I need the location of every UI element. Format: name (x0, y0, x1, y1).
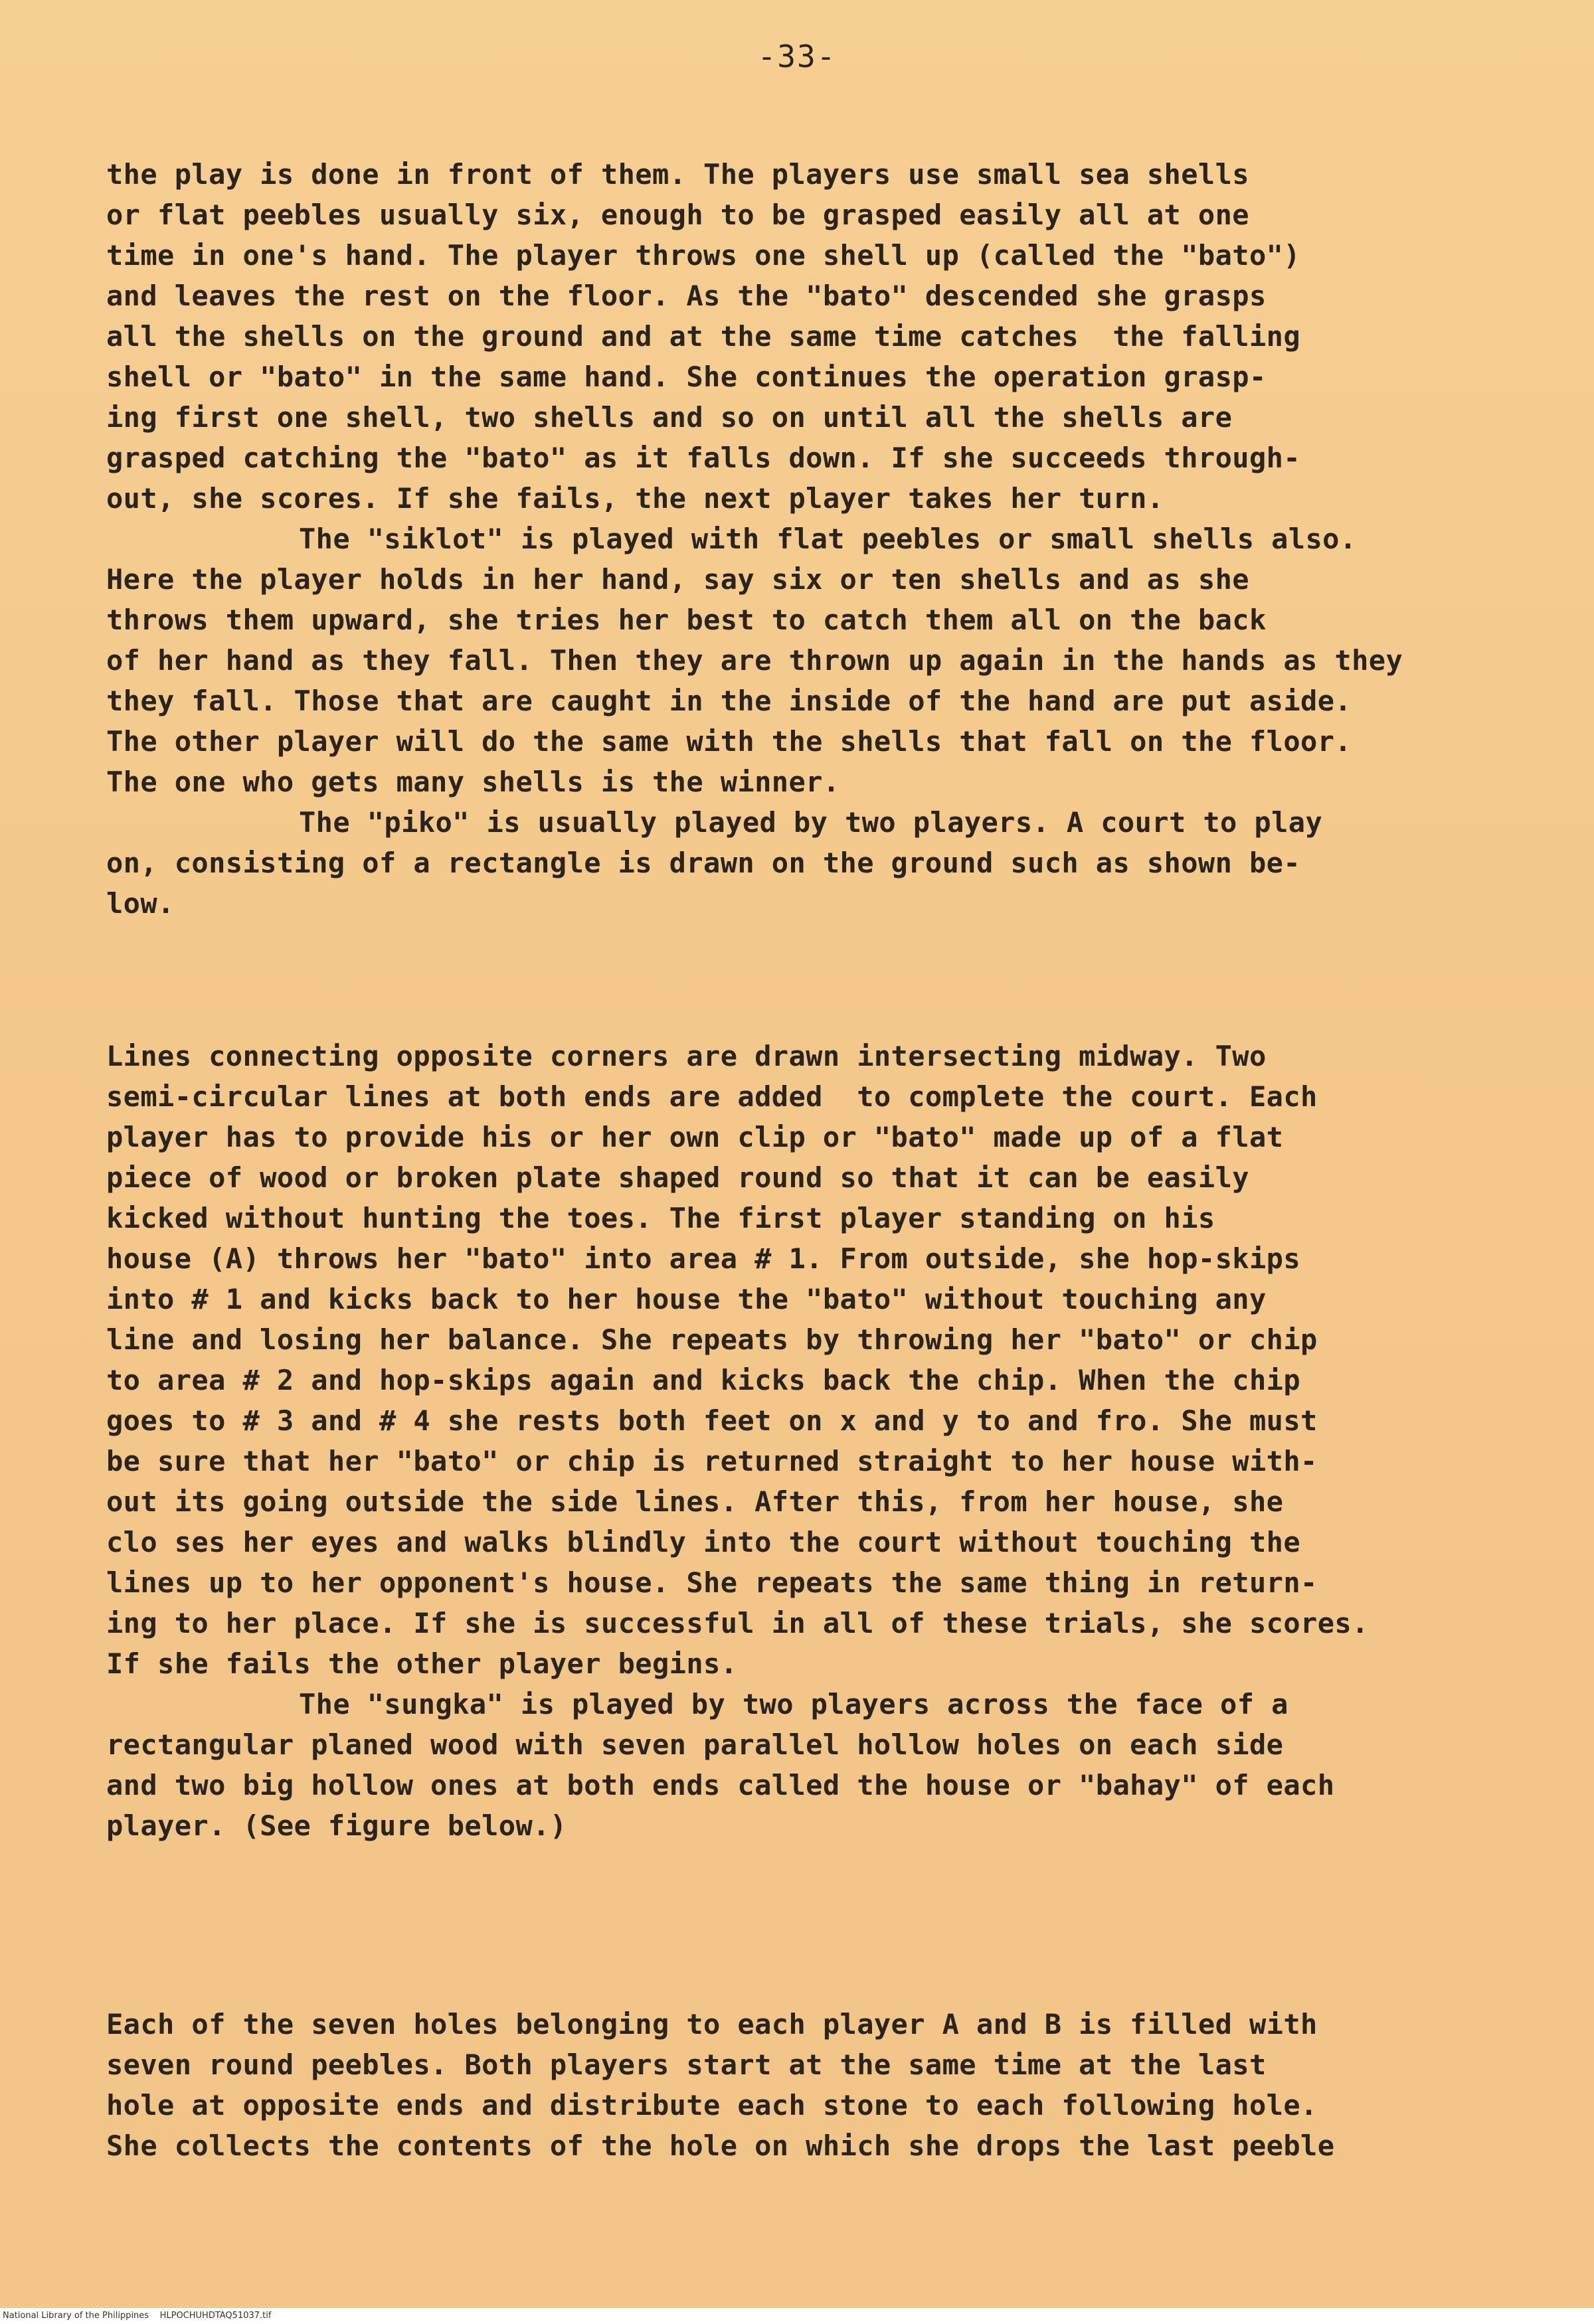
text-line: throws them upward, she tries her best to catch them all on the back (106, 604, 1267, 636)
text-line: seven round peebles. Both players start at the same time at the last (106, 2048, 1267, 2081)
text-line: clo ses her eyes and walks blindly into the court without touching the (106, 1526, 1301, 1558)
text-block-piko (106, 1036, 1554, 1846)
text-block-sungka (106, 2004, 1554, 2166)
text-line: into # 1 and kicks back to her house the "bato" without touching any (106, 1283, 1267, 1315)
text-line: rectangular planed wood with seven parallel hollow holes on each side (106, 1728, 1284, 1761)
text-line: The "piko" is usually played by two players. A court to play (299, 806, 1323, 839)
text-line: piece of wood or broken plate shaped round so that it can be easily (106, 1161, 1249, 1194)
text-line: of her hand as they fall. Then they are thrown up again in the hands as they (106, 644, 1403, 677)
text-line: Each of the seven holes belonging to each player A and B is filled with (106, 2008, 1318, 2040)
archive-footer: National Library of the Philippines HLPOCHUHDTAQ51037.tif (0, 2308, 1594, 2324)
text-block-games (106, 154, 1554, 924)
text-line: or flat peebles usually six, enough to be grasped easily all at one (106, 199, 1249, 231)
page-number: -33- (757, 39, 837, 74)
text-line: semi-circular lines at both ends are added to complete the court. Each (106, 1080, 1318, 1113)
text-line: low. (106, 887, 175, 920)
text-line: line and losing her balance. She repeats by throwing her "bato" or chip (106, 1323, 1318, 1356)
text-line: The "siklot" is played with flat peebles or small shells also. (299, 523, 1357, 555)
text-line: ing to her place. If she is successful in all of these trials, she scores. (106, 1607, 1369, 1639)
text-line: and two big hollow ones at both ends called the house or "bahay" of each (106, 1769, 1335, 1801)
piko-court-figure-space (106, 930, 1514, 1036)
text-line: goes to # 3 and # 4 she rests both feet on x and y to and fro. She must (106, 1404, 1318, 1437)
text-line: shell or "bato" in the same hand. She continues the operation grasp- (106, 361, 1267, 393)
text-line: all the shells on the ground and at the same time catches the falling (106, 320, 1301, 353)
text-line: they fall. Those that are caught in the inside of the hand are put aside. (106, 685, 1352, 717)
text-line: If she fails the other player begins. (106, 1647, 738, 1680)
text-line: to area # 2 and hop-skips again and kicks back the chip. When the chip (106, 1364, 1301, 1396)
text-line: house (A) throws her "bato" into area # 1. From outside, she hop-skips (106, 1242, 1301, 1275)
text-line: hole at opposite ends and distribute each stone to each following hole. (106, 2089, 1318, 2121)
text-line: on, consisting of a rectangle is drawn on the ground such as shown be- (106, 847, 1301, 879)
text-line: The "sungka" is played by two players across the face of a (299, 1688, 1288, 1720)
text-line: lines up to her opponent's house. She repeats the same thing in return- (106, 1566, 1318, 1599)
text-line: She collects the contents of the hole on which she drops the last peeble (106, 2129, 1335, 2162)
text-line: player has to provide his or her own clip or "bato" made up of a flat (106, 1121, 1284, 1153)
text-line: The other player will do the same with the shells that fall on the floor. (106, 725, 1352, 758)
text-line: player. (See figure below.) (106, 1809, 567, 1842)
text-line: the play is done in front of them. The players use small sea shells (106, 158, 1249, 191)
sungka-figure-space (106, 1846, 1514, 2012)
text-line: Lines connecting opposite corners are drawn intersecting midway. Two (106, 1040, 1267, 1072)
text-line: and leaves the rest on the floor. As the "bato" descended she grasps (106, 280, 1267, 312)
text-line: ing first one shell, two shells and so on until all the shells are (106, 401, 1233, 434)
text-line: Here the player holds in her hand, say six or ten shells and as she (106, 563, 1249, 596)
text-line: be sure that her "bato" or chip is returned straight to her house with- (106, 1445, 1318, 1477)
text-line: kicked without hunting the toes. The first player standing on his (106, 1202, 1215, 1234)
text-line: The one who gets many shells is the winner. (106, 766, 840, 798)
text-line: grasped catching the "bato" as it falls down. If she succeeds through- (106, 442, 1301, 474)
text-line: out, she scores. If she fails, the next player takes her turn. (106, 482, 1164, 515)
text-line: time in one's hand. The player throws one shell up (called the "bato") (106, 239, 1301, 272)
text-line: out its going outside the side lines. After this, from her house, she (106, 1485, 1284, 1518)
